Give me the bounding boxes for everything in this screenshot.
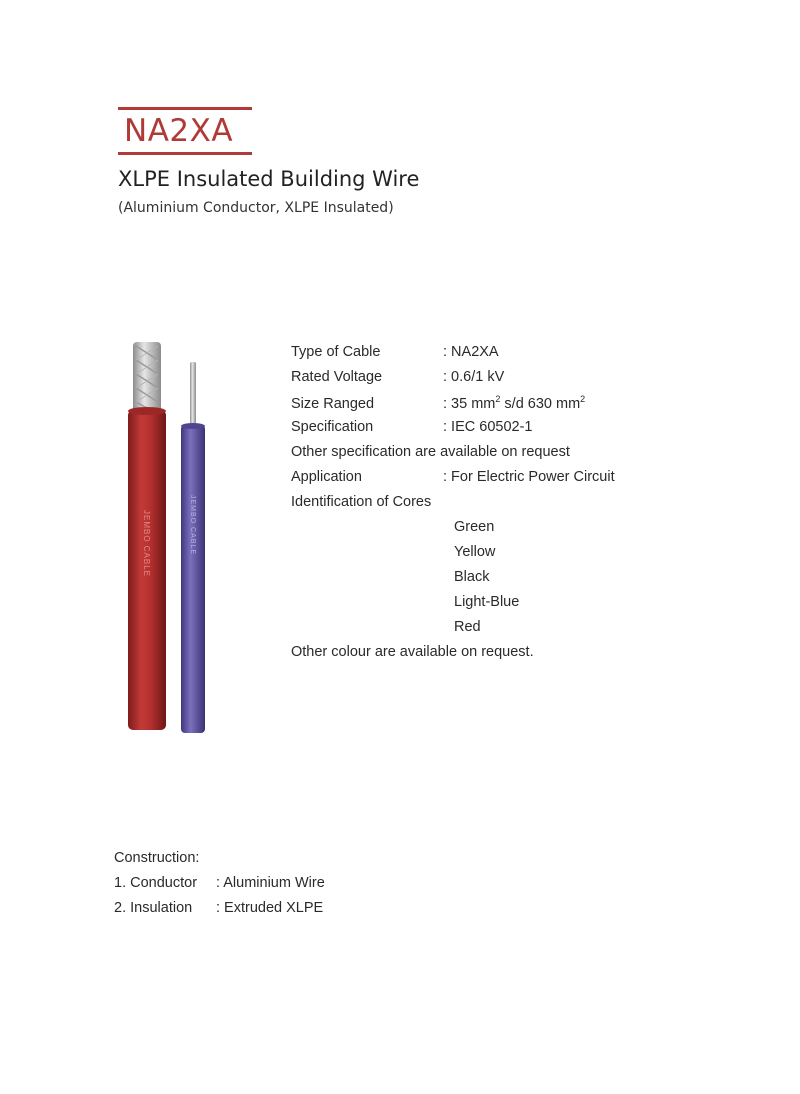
spec-size-label: Size Ranged — [291, 395, 375, 412]
core-color-light-blue: Light-Blue — [454, 594, 520, 610]
spec-application-row — [291, 469, 615, 485]
core-color-yellow: Yellow — [454, 544, 496, 560]
spec-size-row — [291, 394, 585, 412]
top-rule — [118, 107, 252, 110]
spec-specification-value: : IEC 60502-1 — [443, 419, 533, 435]
product-code: NA2XA — [124, 113, 234, 149]
spec-application-label: Application — [291, 469, 362, 485]
core-color-red: Red — [454, 619, 481, 635]
cable-image — [118, 330, 228, 740]
spec-size-mid: s/d 630 mm — [500, 395, 581, 412]
spec-voltage-row — [291, 369, 504, 385]
red-cable-print: JEMBO CABLE — [142, 510, 151, 578]
spec-specification-label: Specification — [291, 419, 374, 435]
product-subtitle: (Aluminium Conductor, XLPE Insulated) — [118, 200, 394, 216]
product-title: XLPE Insulated Building Wire — [118, 167, 420, 191]
blue-cable-print: JEMBO CABLE — [189, 495, 196, 556]
spec-identification-label: Identification of Cores — [291, 494, 432, 510]
bottom-rule — [118, 152, 252, 155]
construction-insulation-value: : Extruded XLPE — [216, 900, 324, 916]
construction-row — [114, 900, 323, 916]
spec-type-label: Type of Cable — [291, 344, 381, 360]
spec-voltage-value: : 0.6/1 kV — [443, 369, 505, 385]
construction-conductor-value: : Aluminium Wire — [216, 875, 325, 891]
spec-size-sup-2: 2 — [580, 394, 586, 404]
construction-insulation-label: 2. Insulation — [114, 900, 193, 916]
spec-type-row — [291, 344, 499, 360]
spec-other-specification: Other specification are available on request — [291, 444, 570, 460]
construction-heading: Construction: — [114, 850, 200, 866]
blue-cable — [181, 362, 205, 733]
spec-application-value: : For Electric Power Circuit — [443, 469, 615, 485]
spec-specification-row — [291, 419, 532, 435]
red-cable — [128, 342, 166, 730]
spec-size-prefix: : 35 mm — [443, 395, 496, 412]
spec-voltage-label: Rated Voltage — [291, 369, 383, 385]
core-color-green: Green — [454, 519, 495, 535]
spec-other-colour: Other colour are available on request. — [291, 644, 534, 660]
core-color-black: Black — [454, 569, 490, 585]
construction-row — [114, 875, 325, 891]
construction-conductor-label: 1. Conductor — [114, 875, 198, 891]
spec-type-value: : NA2XA — [443, 344, 499, 360]
spec-size-sup-1: 2 — [495, 394, 501, 404]
